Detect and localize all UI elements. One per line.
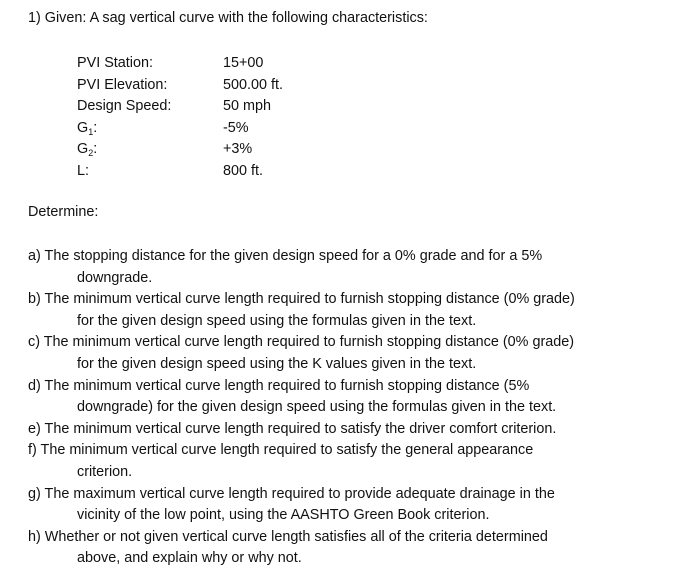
task-continuation: for the given design speed using the formulas given in the text. <box>77 312 477 329</box>
grade-subscript: 1 <box>88 126 94 137</box>
task-line: a) The stopping distance for the given design speed for a 0% grade and for a 5% <box>28 248 543 264</box>
task-item-e <box>28 419 668 441</box>
task-item-d <box>28 376 668 419</box>
grade-symbol: G <box>77 119 89 136</box>
task-item-a <box>28 246 668 289</box>
grade-symbol: G <box>77 141 89 157</box>
task-line: d) The minimum vertical curve length required to furnish stopping distance (5% <box>28 377 530 394</box>
parameter-label: PVI Elevation: <box>77 76 168 93</box>
parameter-label <box>77 139 97 162</box>
grade-subscript: 2 <box>88 148 94 158</box>
parameter-label: PVI Station: <box>77 55 153 71</box>
task-continuation: vicinity of the low point, using the AASHTO Green Book criterion. <box>77 507 490 524</box>
parameter-label: L: <box>77 162 90 179</box>
label-colon: : <box>93 119 98 136</box>
task-line: c) The minimum vertical curve length required to furnish stopping distance (0% grade) <box>28 334 575 351</box>
task-item-f <box>28 440 668 483</box>
parameter-value: -5% <box>223 119 249 136</box>
task-line: f) The minimum vertical curve length required to satisfy the general appearance <box>28 442 534 459</box>
task-continuation: above, and explain why or why not. <box>77 550 302 567</box>
task-continuation: criterion. <box>77 463 133 480</box>
parameter-value: 800 ft. <box>223 162 264 179</box>
parameter-label: Design Speed: <box>77 98 172 114</box>
parameter-value: 15+00 <box>223 55 264 71</box>
parameter-value: +3% <box>223 141 253 157</box>
task-item-h <box>28 527 668 570</box>
task-continuation: downgrade) for the given design speed using the formulas given in the text. <box>77 399 557 416</box>
label-colon: : <box>93 141 98 157</box>
task-item-g <box>28 484 668 527</box>
parameter-value: 50 mph <box>223 98 271 114</box>
parameter-value: 500.00 ft. <box>223 76 284 93</box>
task-line: g) The maximum vertical curve length required to provide adequate drainage in the <box>28 485 555 502</box>
task-list <box>28 246 668 570</box>
determine-label: Determine: <box>28 204 99 220</box>
task-item-c <box>28 332 668 375</box>
parameter-label <box>77 118 97 141</box>
task-continuation: for the given design speed using the K values given in the text. <box>77 355 477 372</box>
task-line: b) The minimum vertical curve length required to furnish stopping distance (0% grade) <box>28 291 575 308</box>
problem-heading: 1) Given: A sag vertical curve with the following characteristics: <box>28 10 428 26</box>
task-line: e) The minimum vertical curve length required to satisfy the driver comfort criterion. <box>28 420 557 437</box>
task-item-b <box>28 289 668 332</box>
task-continuation: downgrade. <box>77 269 153 286</box>
task-line: h) Whether or not given vertical curve length satisfies all of the criteria determined <box>28 528 548 545</box>
